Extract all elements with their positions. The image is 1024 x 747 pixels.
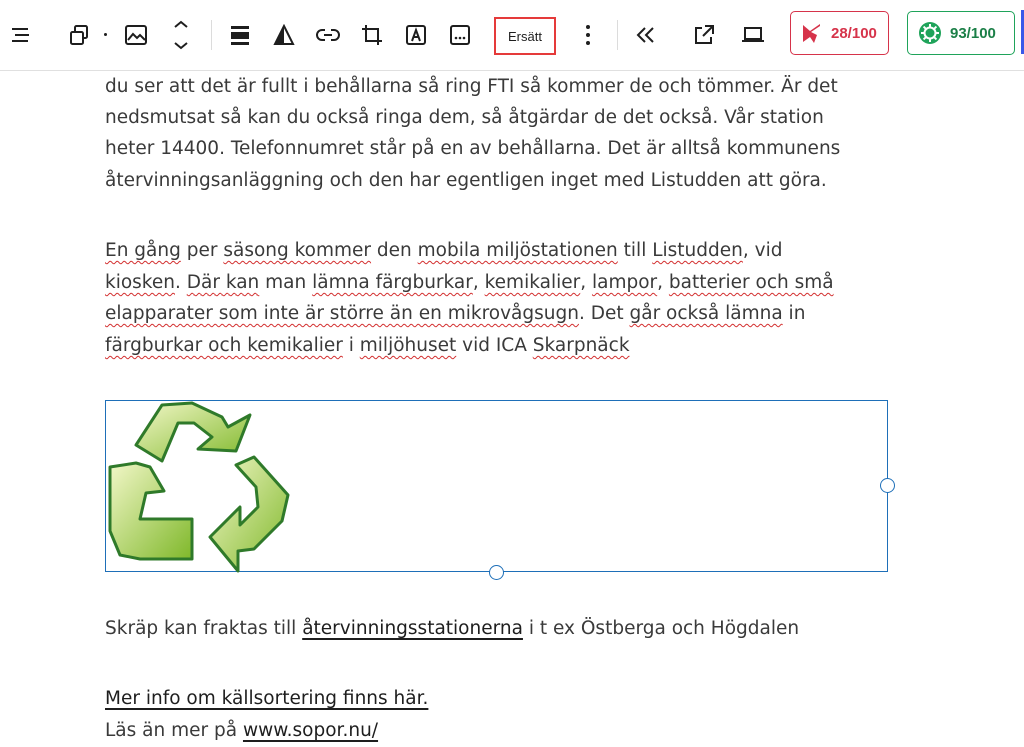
more-settings-icon[interactable]	[444, 12, 476, 58]
recycling-stations-link[interactable]: återvinningsstationerna	[302, 618, 523, 639]
text-run: in	[782, 303, 806, 324]
toolbar-dot	[104, 33, 107, 36]
text-run: , vid	[742, 240, 783, 261]
readability-gear-icon	[918, 21, 942, 45]
spellcheck-word[interactable]: elapparater som inte är större än en mikrovågsugn	[105, 303, 579, 324]
image-block[interactable]	[105, 400, 888, 572]
paragraph-line	[105, 267, 834, 299]
spellcheck-word[interactable]: går också lämna	[629, 303, 783, 324]
paragraph-line	[105, 715, 378, 747]
readability-score-button[interactable]	[907, 11, 1015, 55]
seo-score-value: 28/100	[831, 24, 877, 42]
device-preview-icon[interactable]	[736, 12, 770, 58]
text-run: i t ex Östberga och Högdalen	[522, 618, 800, 639]
spellcheck-word[interactable]: lämna färgburkar	[312, 272, 473, 293]
duotone-icon[interactable]	[268, 12, 300, 58]
seo-score-button[interactable]	[790, 11, 889, 55]
crop-icon[interactable]	[356, 12, 388, 58]
toolbar-separator	[211, 20, 212, 50]
paragraph-line: återvinningsanläggning och den har egentligen inget med Listudden att göra.	[105, 170, 827, 191]
text-run: Skräp kan fraktas till	[105, 618, 303, 639]
text-run: .	[174, 272, 187, 293]
text-run: . Det	[578, 303, 630, 324]
paragraph-line	[105, 235, 782, 267]
external-preview-icon[interactable]	[688, 12, 720, 58]
text-run: vid ICA	[456, 335, 533, 356]
paragraph-line: nedsmutsat så kan du också ringa dem, så åtgärdar de det också. Vår station	[105, 107, 824, 128]
spellcheck-word[interactable]: lampor	[591, 272, 658, 293]
transform-block-icon[interactable]	[62, 12, 96, 58]
spellcheck-word[interactable]: En gång	[105, 240, 181, 261]
options-icon[interactable]	[574, 12, 602, 58]
link-icon[interactable]	[312, 12, 344, 58]
replace-button[interactable]: Ersätt	[494, 17, 556, 55]
text-run: per	[180, 240, 224, 261]
spellcheck-word[interactable]: kiosken	[105, 272, 175, 293]
spellcheck-word[interactable]: mobila miljöstationen	[417, 240, 618, 261]
resize-handle-bottom[interactable]	[489, 565, 504, 580]
spellcheck-word[interactable]: Skarpnäck	[532, 335, 630, 356]
align-icon[interactable]	[224, 12, 256, 58]
paragraph-line: du ser att det är fullt i behållarna så ring FTI så kommer de och tömmer. Är det	[105, 76, 838, 97]
text-run: Läs än mer på	[105, 720, 243, 741]
spellcheck-word[interactable]: säsong kommer	[223, 240, 372, 261]
move-up-down-icon[interactable]	[166, 12, 196, 58]
paragraph-line	[105, 683, 428, 715]
sopor-link[interactable]: www.sopor.nu/	[242, 720, 379, 741]
text-overlay-icon[interactable]	[400, 12, 432, 58]
paragraph-line	[105, 613, 799, 645]
list-view-icon[interactable]	[6, 12, 36, 58]
text-run: ,	[657, 272, 669, 293]
text-run: man	[259, 272, 313, 293]
paragraph-line	[105, 330, 630, 362]
text-run: till	[617, 240, 653, 261]
resize-handle-right[interactable]	[880, 478, 895, 493]
sorting-info-link[interactable]: Mer info om källsortering finns här.	[105, 688, 429, 709]
spellcheck-word[interactable]: Listudden	[652, 240, 743, 261]
spellcheck-word[interactable]: batterier och små	[668, 272, 834, 293]
image-icon[interactable]	[118, 12, 154, 58]
paragraph-line: heter 14400. Telefonnumret står på en av behållarna. Det är alltså kommunens	[105, 138, 841, 159]
spellcheck-word[interactable]: Där kan	[186, 272, 260, 293]
text-run: den	[371, 240, 418, 261]
collapse-icon[interactable]	[630, 12, 662, 58]
block-toolbar	[0, 0, 1024, 71]
text-run: ,	[472, 272, 485, 293]
readability-score-value: 93/100	[950, 24, 996, 42]
spellcheck-word[interactable]: miljöhuset	[359, 335, 457, 356]
yoast-seo-icon	[801, 22, 823, 44]
spellcheck-word[interactable]: kemikalier	[484, 272, 581, 293]
paragraph-line	[105, 298, 805, 330]
toolbar-separator	[617, 20, 618, 50]
recycle-icon	[106, 401, 296, 573]
spellcheck-word[interactable]: färgburkar och kemikalier	[105, 335, 343, 356]
text-run: ,	[580, 272, 592, 293]
text-run: i	[342, 335, 360, 356]
